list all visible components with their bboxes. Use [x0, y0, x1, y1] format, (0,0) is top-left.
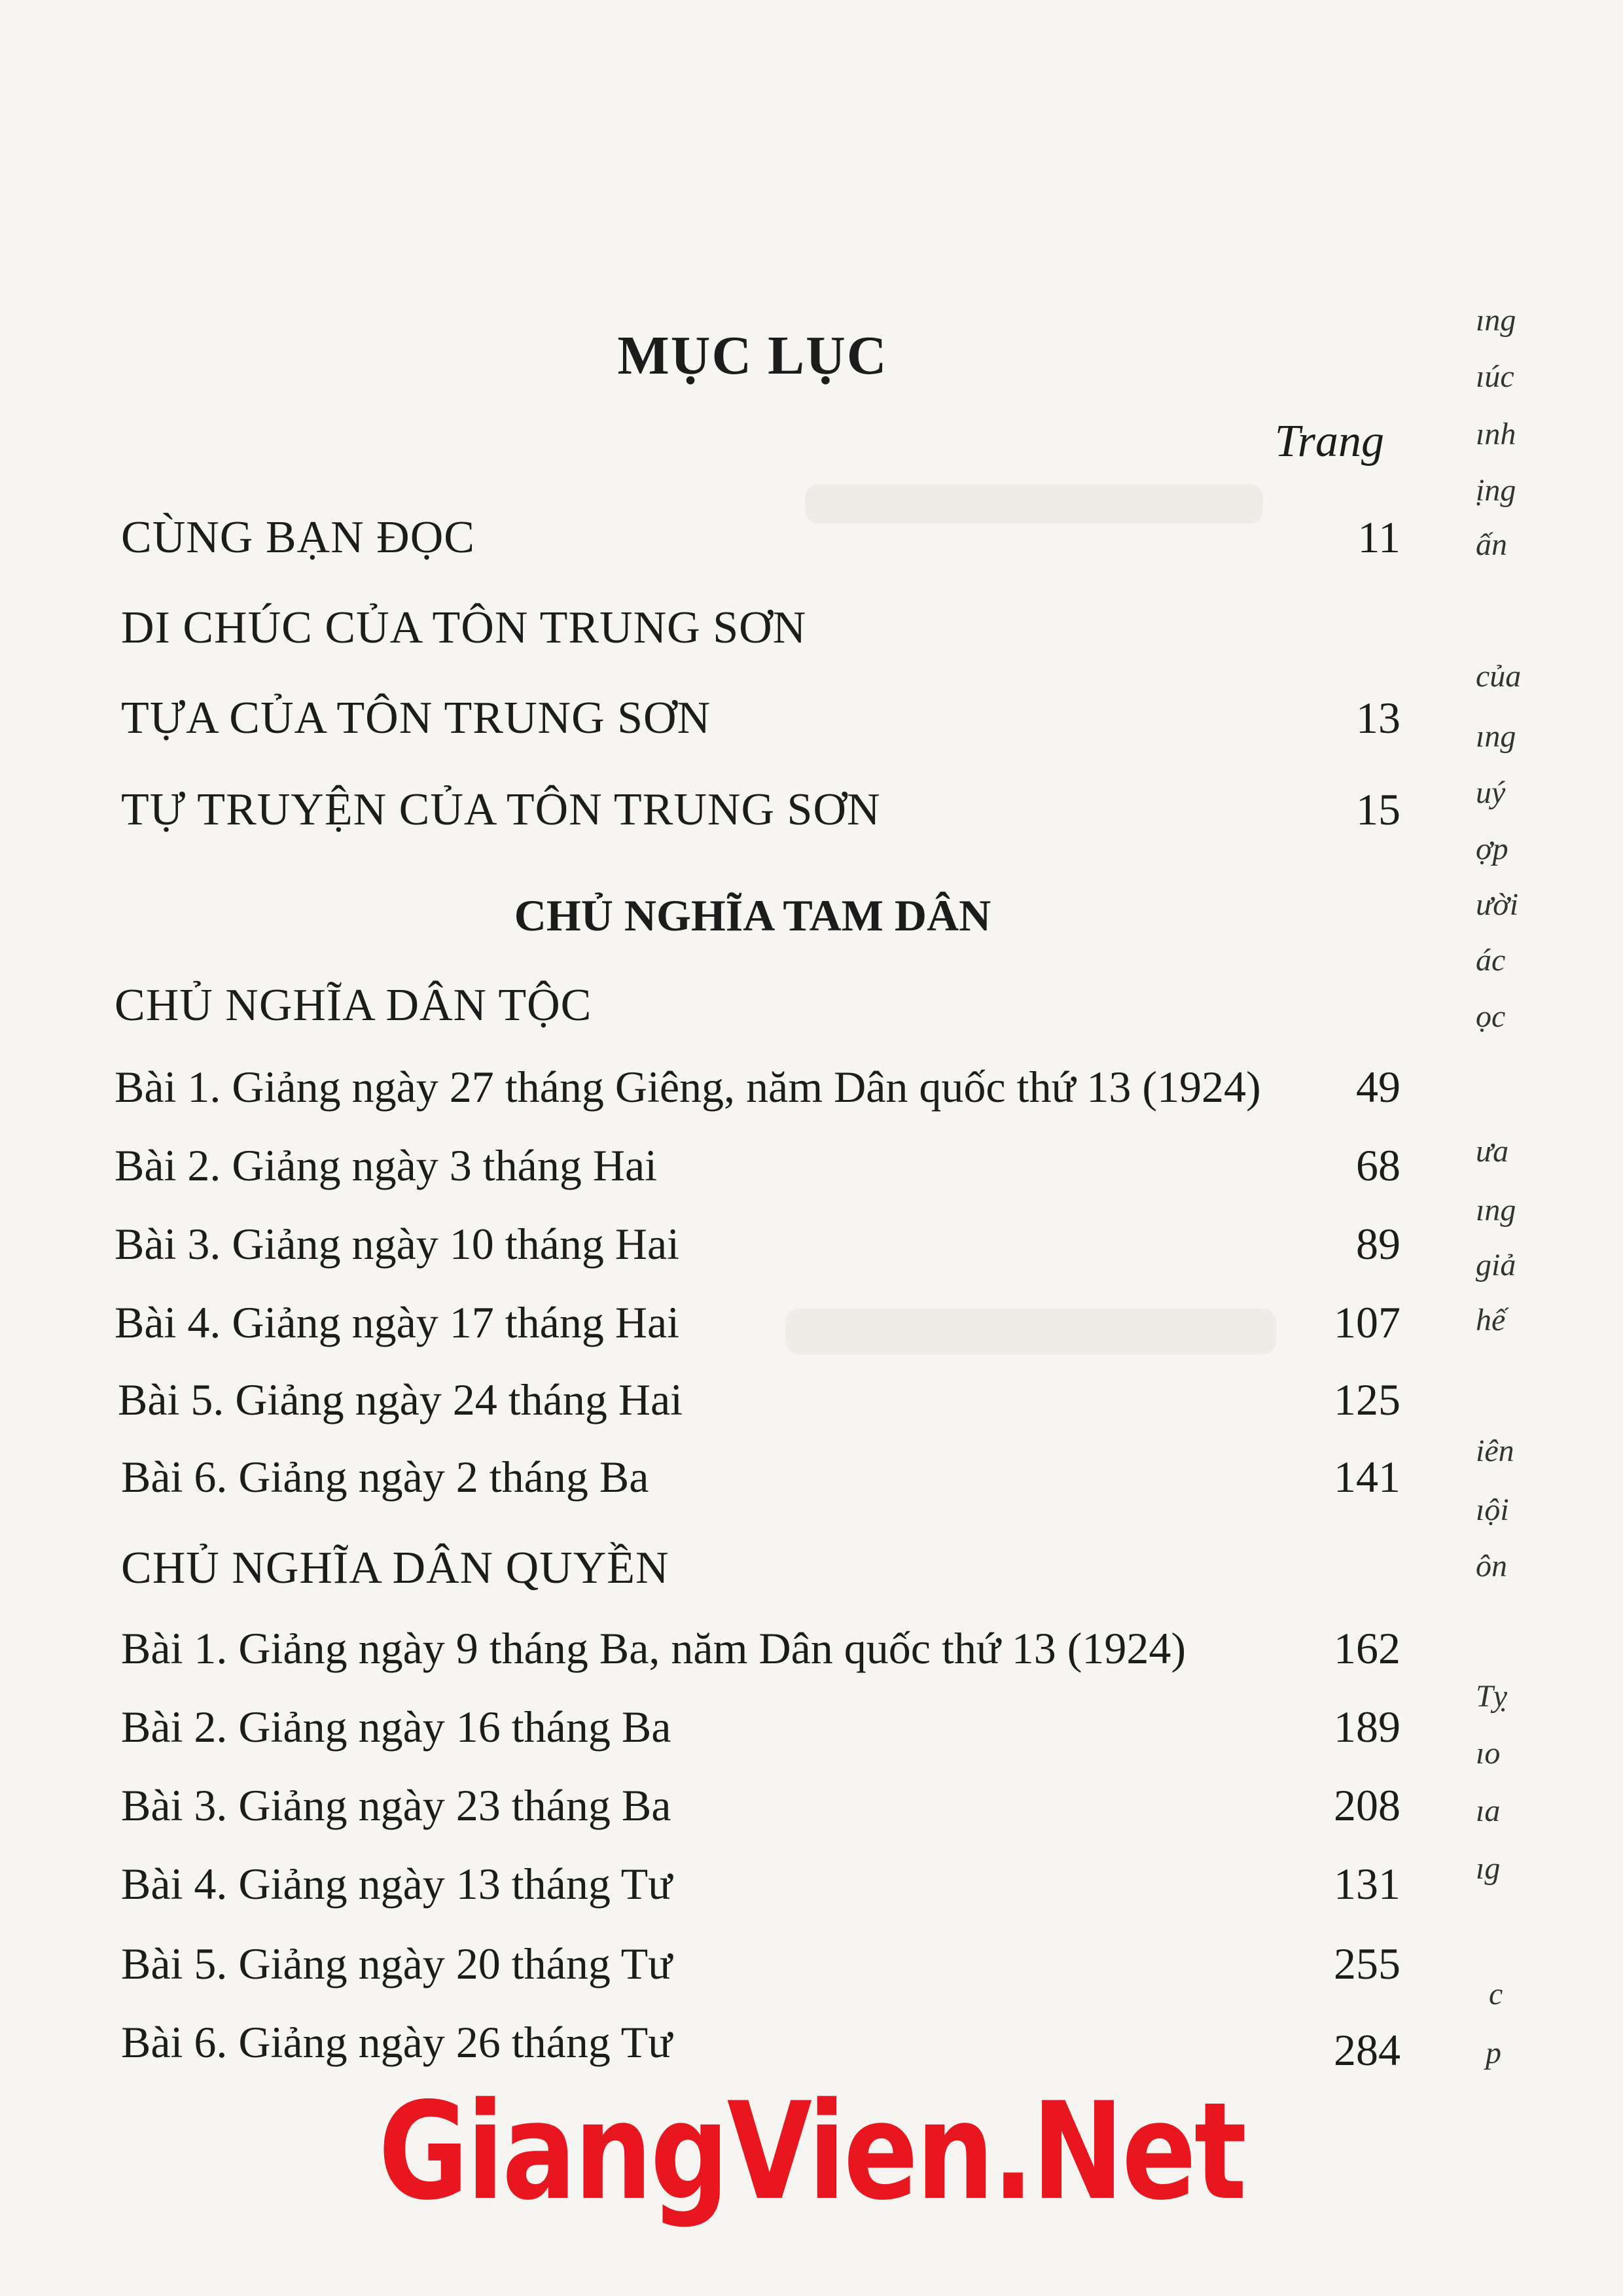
- margin-fragment: ưa: [1476, 1134, 1509, 1169]
- toc-entry-label: Bài 6. Giảng ngày 2 tháng Ba: [121, 1452, 649, 1502]
- margin-fragment: ười: [1476, 887, 1519, 922]
- margin-fragment: p: [1486, 2036, 1501, 2070]
- toc-entry-page: 13: [1356, 693, 1400, 743]
- toc-entry[interactable]: [0, 1858, 1400, 1924]
- toc-entry-page: 125: [1334, 1375, 1400, 1424]
- toc-entry-label: TỰ TRUYỆN CỦA TÔN TRUNG SƠN: [121, 785, 881, 835]
- part-heading-label: CHỦ NGHĨA DÂN TỘC: [115, 980, 592, 1031]
- toc-entry-page: 68: [1356, 1140, 1400, 1190]
- toc-entry[interactable]: [0, 1061, 1400, 1127]
- toc-entry-label: Bài 1. Giảng ngày 27 tháng Giêng, năm Dân quốc thứ 13 (1924): [115, 1062, 1261, 1112]
- margin-fragment: ınh: [1476, 417, 1516, 451]
- toc-entry-page: 107: [1334, 1298, 1400, 1347]
- toc-entry-label: Bài 4. Giảng ngày 17 tháng Hai: [115, 1298, 680, 1347]
- toc-entry-page: 89: [1356, 1219, 1400, 1269]
- toc-entry[interactable]: [0, 2017, 1400, 2082]
- margin-fragment: của: [1476, 659, 1522, 694]
- toc-entry-label: Bài 2. Giảng ngày 16 tháng Ba: [121, 1702, 671, 1752]
- toc-entry-label: Bài 2. Giảng ngày 3 tháng Hai: [115, 1140, 658, 1190]
- margin-fragment: hế: [1476, 1303, 1506, 1337]
- margin-fragment: Tỵ: [1476, 1679, 1507, 1714]
- toc-entry[interactable]: [0, 784, 1400, 849]
- part-heading: [0, 1542, 1400, 1608]
- section-heading: CHỦ NGHĨA TAM DÂN: [514, 891, 991, 940]
- toc-entry[interactable]: [0, 1374, 1400, 1439]
- toc-entry-label: Bài 4. Giảng ngày 13 tháng Tư: [121, 1859, 673, 1909]
- toc-entry-page: 284: [1334, 2025, 1400, 2075]
- toc-entry-label: DI CHÚC CỦA TÔN TRUNG SƠN: [121, 603, 807, 653]
- toc-entry-label: Bài 5. Giảng ngày 20 tháng Tư: [121, 1939, 673, 1988]
- toc-entry[interactable]: [0, 1780, 1400, 1845]
- toc-entry-label: Bài 5. Giảng ngày 24 tháng Hai: [118, 1375, 683, 1424]
- margin-fragment: ôn: [1476, 1549, 1507, 1583]
- toc-entry-label: Bài 3. Giảng ngày 10 tháng Hai: [115, 1219, 680, 1269]
- toc-entry[interactable]: [0, 1623, 1400, 1688]
- part-heading: [0, 980, 1400, 1045]
- margin-fragment: ấn: [1476, 527, 1507, 562]
- margin-fragment: ıg: [1476, 1851, 1501, 1886]
- watermark-logo: GiangVien.Net: [378, 2074, 1245, 2230]
- margin-fragment: ıng: [1476, 719, 1516, 754]
- toc-entry-page: 15: [1356, 785, 1400, 834]
- toc-entry-page: 11: [1357, 512, 1400, 562]
- page-column-label: Trang: [1274, 416, 1384, 467]
- margin-fragment: uý: [1476, 775, 1506, 810]
- toc-entry-page: 49: [1356, 1062, 1400, 1112]
- toc-entry[interactable]: [0, 1938, 1400, 2004]
- toc-entry[interactable]: [0, 692, 1400, 758]
- margin-fragment: ọc: [1476, 999, 1506, 1034]
- margin-fragment: c: [1489, 1977, 1503, 2011]
- toc-entry-page: 141: [1334, 1452, 1400, 1502]
- margin-fragment: ợp: [1476, 832, 1508, 866]
- toc-entry-page: 208: [1334, 1780, 1400, 1830]
- part-heading-label: CHỦ NGHĨA DÂN QUYỀN: [121, 1543, 669, 1593]
- toc-entry[interactable]: [0, 602, 1400, 667]
- margin-fragment: ịng: [1476, 473, 1516, 508]
- toc-entry-label: Bài 1. Giảng ngày 9 tháng Ba, năm Dân quốc thứ 13 (1924): [121, 1623, 1186, 1673]
- margin-fragment: ác: [1476, 943, 1506, 978]
- toc-entry[interactable]: [0, 1701, 1400, 1767]
- page-title: MỤC LỤC: [617, 325, 888, 386]
- margin-fragment: ıo: [1476, 1736, 1501, 1771]
- toc-entry[interactable]: [0, 1218, 1400, 1284]
- margin-fragment: iên: [1476, 1434, 1514, 1468]
- toc-entry-label: CÙNG BẠN ĐỌC: [121, 512, 475, 563]
- margin-fragment: ıa: [1476, 1793, 1501, 1828]
- margin-fragment: ıội: [1476, 1492, 1509, 1527]
- toc-entry[interactable]: [0, 1140, 1400, 1205]
- toc-entry[interactable]: [0, 1451, 1400, 1517]
- toc-entry[interactable]: [0, 1297, 1400, 1362]
- toc-entry-page: 189: [1334, 1702, 1400, 1752]
- toc-entry-page: 131: [1334, 1859, 1400, 1909]
- margin-fragment: giả: [1476, 1248, 1516, 1282]
- margin-fragment: ıng: [1476, 1193, 1516, 1227]
- toc-entry-label: Bài 3. Giảng ngày 23 tháng Ba: [121, 1780, 671, 1830]
- margin-fragment: ıng: [1476, 303, 1516, 338]
- toc-entry-label: Bài 6. Giảng ngày 26 tháng Tư: [121, 2017, 673, 2067]
- toc-entry-label: TỰA CỦA TÔN TRUNG SƠN: [121, 693, 711, 743]
- margin-fragment: ıúc: [1476, 359, 1514, 394]
- toc-entry-page: 255: [1334, 1939, 1400, 1988]
- toc-entry-page: 162: [1334, 1623, 1400, 1673]
- toc-entry[interactable]: [0, 512, 1400, 577]
